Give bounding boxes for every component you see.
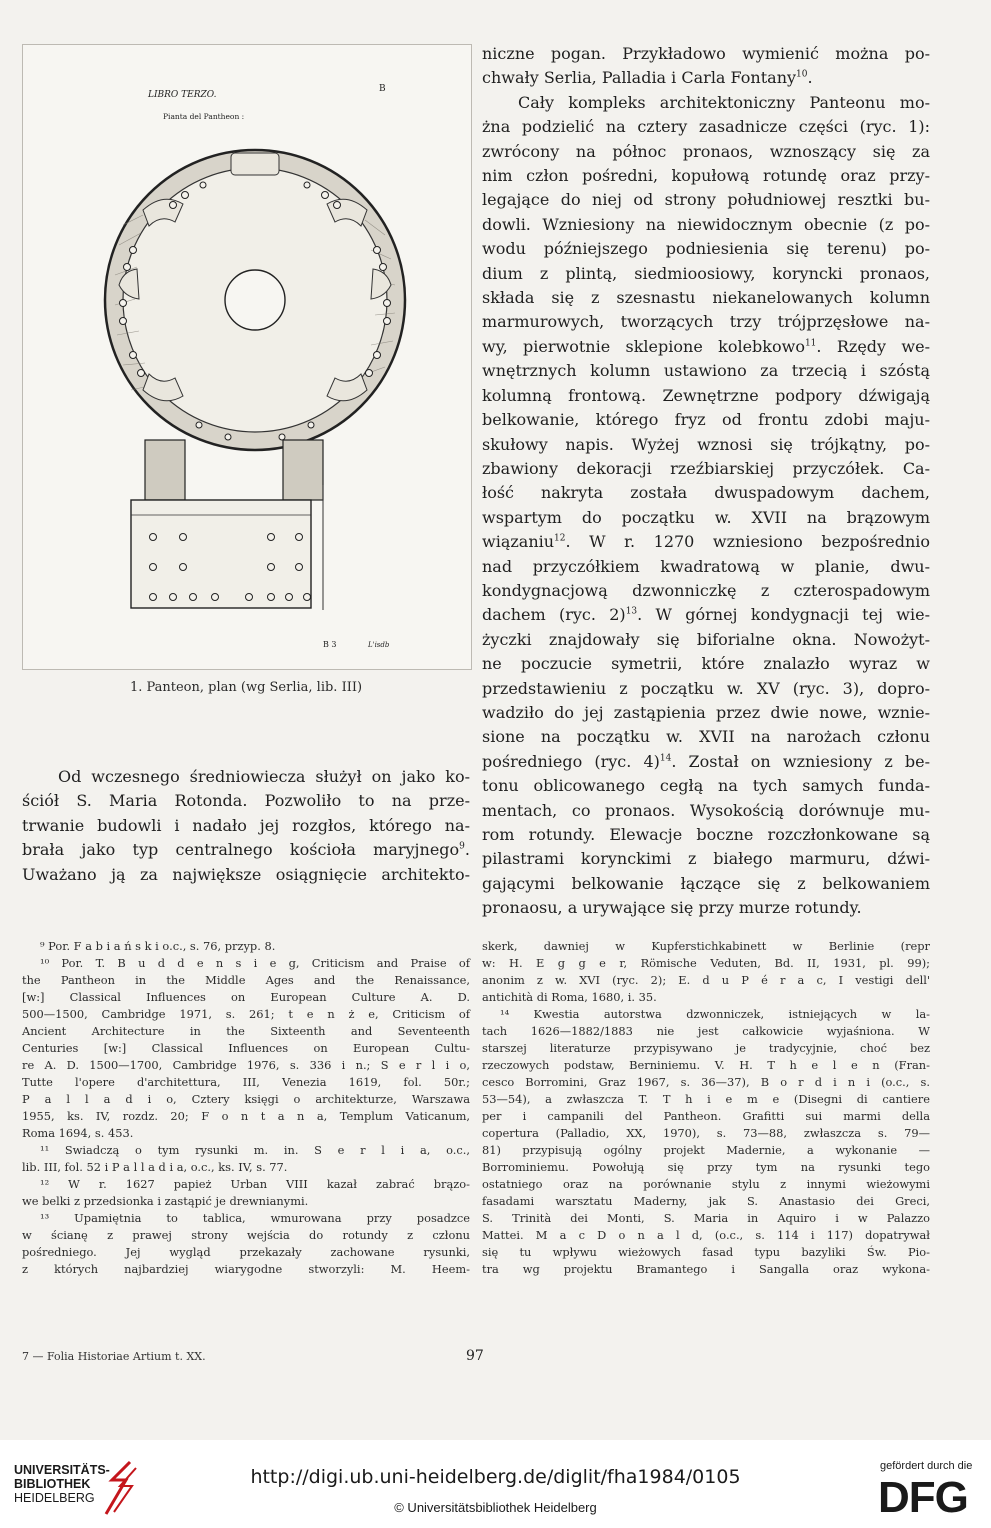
text-line: przedstawieniu z początku w. XV (ryc. 3), dopro- — [482, 678, 930, 698]
footnote-line: copertura (Palladio, XX, 1970), s. 73—88, zwłaszcza s. 79— — [482, 1126, 930, 1140]
text-line: . Został on wzniesiony z be- — [671, 751, 930, 771]
text-line: Cały kompleks architektoniczny Panteonu mo- — [518, 92, 930, 112]
text-line: kolumną frontową. Zewnętrzne podpory dźwigają — [482, 385, 930, 405]
text-line: wspartym do początku w. XVII na brązowym — [482, 507, 930, 527]
page-number: 97 — [466, 1348, 484, 1364]
footnote-line: ¹⁰ Por. T. B u d d e n s i e g, Criticism and Praise of — [40, 956, 470, 970]
footnote-line: 53—54), a zwłaszcza T. T h i e m e (Disegni di cantiere — [482, 1092, 930, 1106]
footnote-ref: 11 — [804, 338, 817, 349]
footnote-line: antichità di Roma, 1680, i. 35. — [482, 990, 657, 1004]
footnotes-left — [22, 938, 470, 1278]
footnote-ref: 9 — [459, 841, 465, 852]
figure-foot-left: B 3 — [323, 640, 337, 649]
text-line: . W r. 1270 wzniesiono bezpośrednio — [565, 532, 930, 552]
footnote-line: per i campanili del Pantheon. Grafitti sui marmi della — [482, 1109, 930, 1123]
library-name-line2: BIBLIOTHEK — [14, 1477, 91, 1491]
footnote-line: Ancient Architecture in the Sixteenth and Seventeenth — [22, 1024, 470, 1038]
text-line: żna podzielić na cztery zasadnicze części (ryc. 1): — [482, 117, 930, 137]
footnote-line: S. Trinità dei Monti, S. Maria in Aquiro i w Palazzo — [482, 1211, 930, 1225]
text-line: wadziło do jej zastąpienia przez dwie nowe, wznie- — [482, 702, 930, 722]
dfg-logo[interactable]: DFG — [878, 1473, 968, 1522]
figure-caption: 1. Panteon, plan (wg Serlia, lib. III) — [129, 680, 363, 695]
text-line: nim człon pośredni, kopułową rotundę oraz przy- — [482, 166, 930, 186]
footnote-line: Roma 1694, s. 453. — [22, 1126, 134, 1140]
footnote-line: ¹³ Upamiętnia to tablica, wmurowana przy posadzce — [40, 1211, 470, 1225]
footnote-line: ¹¹ Swiadczą o tym rysunki m. in. S e r l i a, o.c., — [40, 1143, 470, 1157]
footnote-line: z których najbardziej wiarygodne stworzyli: M. Heem- — [22, 1262, 470, 1276]
right-column-text — [482, 42, 930, 921]
footnote-line: P a l l a d i o, Cztery księgi o architekturze, Warszawa — [22, 1092, 470, 1106]
text-line: . Rzędy we- — [816, 336, 930, 356]
footnote-line: ¹² W r. 1627 papież Urban VIII kazał zabrać brązo- — [40, 1177, 470, 1191]
text-line: nad przyczółkiem kwadratową w planie, dwu- — [482, 556, 930, 576]
text-line: zwrócony na północ pronaos, wznoszący się za — [482, 141, 930, 161]
pantheon-plan-figure — [22, 44, 472, 670]
text-line: brała jako typ centralnego kościoła maryjnego — [22, 840, 460, 860]
copyright-notice: © Universitätsbibliothek Heidelberg — [394, 1500, 597, 1515]
figure-header-right: B — [379, 84, 386, 94]
text-line: trwanie budowli i nadało jej rozgłos, którego na- — [22, 815, 470, 835]
footnote-line: pośredniego. Jej wygląd przekazały zachowane rysunki, — [22, 1245, 470, 1259]
text-line: marmurowych, tworzących trzy trójprzęsłowe na- — [482, 312, 930, 332]
text-line: dium z plintą, siedmioosiowy, koryncki pronaos, — [482, 263, 930, 283]
text-line: wodu późniejszego podniesienia się terenu) po- — [482, 239, 930, 259]
text-line: wy, pierwotnie sklepione kolebkowo — [482, 336, 805, 356]
footnote-line: fasadami warsztatu Maderny, jak S. Anastasio dei Greci, — [482, 1194, 930, 1208]
footnote-line: tach 1626—1882/1883 nie jest całkowicie wyjaśniona. W — [482, 1024, 930, 1038]
footnote-line: cesco Borromini, Graz 1967, s. 36—37), B o r d i n i (o.c., s. — [482, 1075, 930, 1089]
footnote-line: 1955, ks. IV, rozdz. 20; F o n t a n a, Templum Vaticanum, — [22, 1109, 470, 1123]
text-line: łość nakryta została dwuspadowym dachem, — [482, 483, 930, 503]
text-line: chwały Serlia, Palladia i Carla Fontany — [482, 68, 797, 88]
text-line: mentach, co pronaos. Wysokością dorównuje mu- — [482, 800, 930, 820]
footnote-line: 81) przypisują ogólny projekt Madernie, a wykonanie — — [482, 1143, 930, 1157]
text-line: życzki znajdowały się biforialne okna. Nowożyt- — [482, 629, 930, 649]
footnote-line: rzeczowych podstaw, Berniniemu. V. H. T h e l e n (Fran- — [482, 1058, 930, 1072]
footnote-line: re A. D. 1500—1700, Cambridge 1976, s. 336 i n.; S e r l i o, — [22, 1058, 470, 1072]
footnote-line: skerk, dawniej w Kupferstichkabinett w Berlinie (repr — [482, 939, 930, 953]
text-line: . W górnej kondygnacji tej wie- — [637, 605, 930, 625]
footnote-ref: 10 — [796, 70, 808, 81]
text-line: niczne pogan. Przykładowo wymienić można po- — [482, 44, 930, 63]
footnotes-right — [482, 938, 930, 1278]
left-column-text — [22, 765, 470, 887]
footnote-line: Tutte l'opere d'architettura, III, Venezia 1619, fol. 50r.; — [22, 1075, 470, 1089]
text-line: wnętrznych kolumn ustawiono za trzecią i szóstą — [482, 361, 930, 381]
footnote-line: anonim z w. XVI (ryc. 2); E. d u P é r a c, I vestigi dell' — [482, 973, 930, 987]
text-line: sione na początku w. XVII na narożach członu — [482, 727, 930, 747]
floor-plan-drawing — [23, 45, 471, 669]
text-line: gającymi belkowanie łączące się z belkowaniem — [482, 873, 930, 893]
library-name-line3: HEIDELBERG — [14, 1491, 95, 1505]
text-line: ne poczucie symetrii, które znalazło wyraz w — [482, 654, 930, 674]
text-line: pronaosu, a urywające się przy murze rotundy. — [482, 898, 862, 918]
text-line: dowli. Wzniesiony na niewidocznym obecnie (z po- — [482, 214, 930, 234]
footnote-line: ostatniego oraz na porównanie stylu z innymi wieżowymi — [482, 1177, 930, 1191]
footnote-line: ¹⁴ Kwestia autorstwa dzwonniczek, istniejących w la- — [500, 1007, 930, 1021]
figure-header-left: LIBRO TERZO. — [148, 90, 217, 100]
footnote-ref: 14 — [659, 753, 672, 764]
figure-header-sub: Pianta del Pantheon : — [163, 112, 245, 121]
text-line: legające do niej od strony południowej resztki bu- — [482, 190, 930, 210]
funding-label: gefördert durch die — [880, 1460, 973, 1472]
journal-footer: 7 — Folia Historiae Artium t. XX. — [22, 1350, 206, 1363]
text-line: . — [807, 68, 813, 88]
text-line: Od wczesnego średniowiecza służył on jako ko- — [58, 767, 470, 786]
text-line: skułowy napis. Wyżej wznosi się trójkątny, po- — [482, 434, 930, 454]
figure-foot-right: L'isdb — [368, 641, 390, 649]
text-line: . — [464, 840, 470, 860]
text-line: kondygnacjową dzwonniczkę z czterospadowym — [482, 580, 930, 600]
text-line: pilastrami korynckimi z białego marmuru, dźwi- — [482, 849, 930, 869]
footnote-line: we belki z przedsionka i zastąpić je drewnianymi. — [22, 1194, 309, 1208]
footnote-line: się tu wpływu wieżowych fasad typu bazyliki Św. Pio- — [482, 1245, 930, 1259]
text-line: Uważano ją za największe osiągnięcie architekto- — [22, 864, 470, 884]
footnote-line: ⁹ Por. F a b i a ń s k i o.c., s. 76, przyp. 8. — [40, 939, 276, 953]
text-line: wiązaniu — [482, 532, 555, 552]
footnote-ref: 12 — [554, 533, 566, 544]
footnote-line: the Pantheon in the Middle Ages and the Renaissance, — [22, 973, 470, 987]
footnote-line: starszej literaturze przypisywano je tradycyjnie, choć bez — [482, 1041, 930, 1055]
footnote-line: tra wg projektu Bramantego i Sangalla oraz wykona- — [482, 1262, 930, 1276]
text-line: rom rotundy. Elewacje boczne rozczłonkowane są — [482, 825, 930, 844]
footnote-ref: 13 — [625, 607, 638, 618]
footnote-line: Centuries [w:] Classical Influences on European Cultu- — [22, 1041, 470, 1055]
text-line: składa się z szesnastu niekanelowanych kolumn — [482, 288, 930, 308]
footnote-line: 500—1500, Cambridge 1971, s. 261; t e n ż e, Criticism of — [22, 1007, 470, 1021]
footnote-line: [w:] Classical Influences on European Culture A. D. — [22, 990, 470, 1004]
text-line: pośredniego (ryc. 4) — [482, 751, 660, 771]
text-line: tonu oblicowanego cegłą na tych samych funda- — [482, 776, 930, 796]
permalink-url[interactable]: http://digi.ub.uni-heidelberg.de/diglit/fha1984/0105 — [250, 1466, 741, 1488]
library-name-line1: UNIVERSITÄTS- — [14, 1463, 110, 1477]
footnote-line: Mattei. M a c D o n a l d, (o.c., s. 114 i 117) dopatrywał — [482, 1228, 930, 1242]
footnote-line: w ścianę z prawej strony wejścia do rotundy z członu — [22, 1228, 470, 1242]
text-line: belkowanie, którego fryz od frontu zdobi maju- — [482, 410, 930, 430]
footnote-line: Borrominiemu. Powołują się przy tym na rysunki tego — [482, 1160, 930, 1174]
footnote-line: w: H. E g g e r, Römische Veduten, Bd. II, 1931, pl. 99); — [482, 956, 930, 970]
text-line: dachem (ryc. 2) — [482, 605, 626, 625]
text-line: ściół S. Maria Rotonda. Pozwoliło to na prze- — [22, 791, 470, 811]
footnote-line: lib. III, fol. 52 i P a l l a d i a, o.c., ks. IV, s. 77. — [22, 1160, 288, 1174]
text-line: zbawiony dekoracji rzeźbiarskiej przyczółek. Ca- — [482, 458, 930, 478]
